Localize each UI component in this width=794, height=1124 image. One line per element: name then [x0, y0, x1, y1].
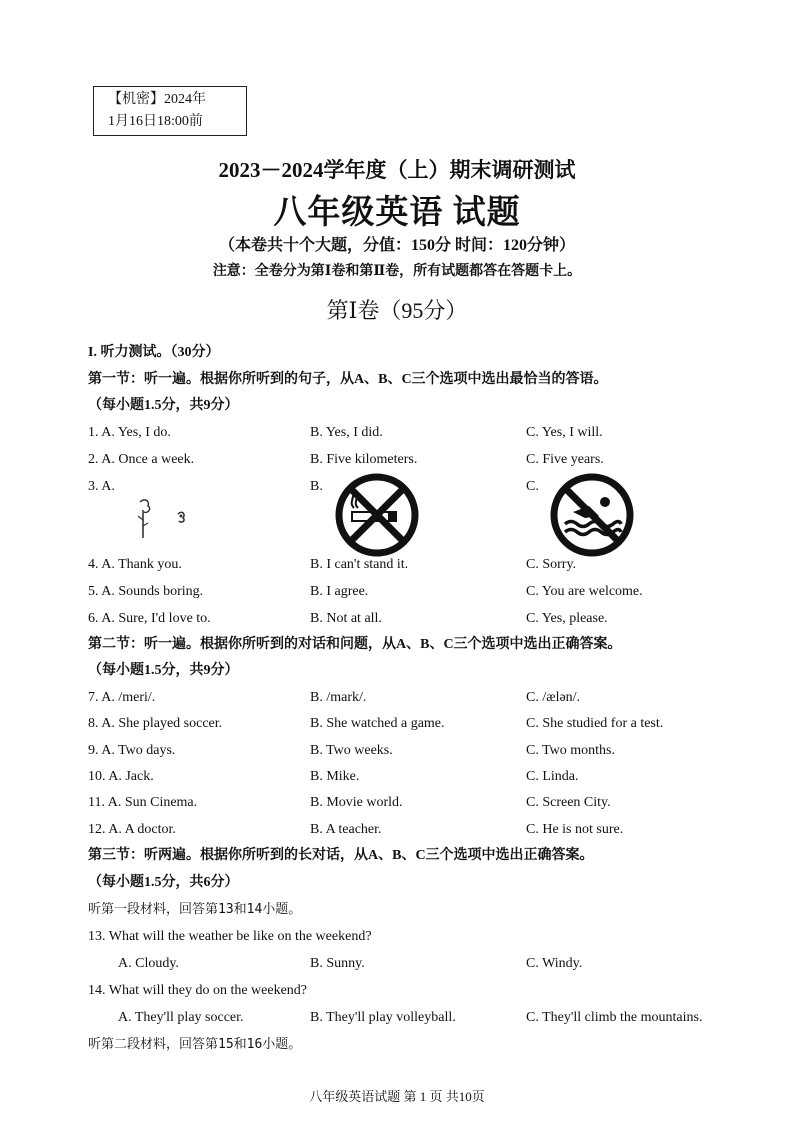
option-a: 12. A. A doctor. [88, 822, 176, 837]
material-2-instruction: 听第二段材料，回答第15和16小题。 [88, 1037, 302, 1052]
option-c: C. Yes, please. [526, 611, 608, 626]
option-c: C. /ælən/. [526, 690, 581, 705]
question-text: 14. What will they do on the weekend? [88, 983, 308, 998]
option-b: B. Five kilometers. [310, 452, 418, 467]
option-b: B. Mike. [310, 769, 360, 784]
option-c: C. Sorry. [526, 557, 577, 572]
option-b: B. Two weeks. [310, 743, 393, 758]
option-b: B. Movie world. [310, 795, 403, 810]
option-a: 8. A. She played soccer. [88, 716, 223, 731]
option-a: 1. A. Yes, I do. [88, 425, 171, 440]
option-a: 6. A. Sure, I'd love to. [88, 611, 211, 626]
option-b: B. I can't stand it. [310, 557, 409, 572]
option-c: C. Five years. [526, 452, 604, 467]
option-a: A. Cloudy. [118, 956, 179, 971]
option-a: 11. A. Sun Cinema. [88, 795, 198, 810]
option-a: 5. A. Sounds boring. [88, 584, 204, 599]
option-a: 2. A. Once a week. [88, 452, 195, 467]
no-swimming-icon [549, 472, 635, 558]
part1-heading: I. 听力测试。（30分） [88, 345, 220, 360]
confidential-box [93, 86, 247, 136]
option-b: B. [310, 479, 323, 494]
option-a: 7. A. /meri/. [88, 690, 156, 705]
option-b: B. /mark/. [310, 690, 367, 705]
confidential-line-1: 【机密】2024年 [108, 92, 206, 107]
section3-description: 第三节：听两遍。根据你所听到的长对话，从A、B、C三个选项中选出正确答案。 [88, 848, 594, 863]
exam-year-title: 2023－2024学年度（上）期末调研测试 [218, 158, 576, 182]
option-b: B. Not at all. [310, 611, 382, 626]
option-b: B. She watched a game. [310, 716, 445, 731]
option-c: C. Two months. [526, 743, 615, 758]
option-b: B. Sunny. [310, 956, 365, 971]
option-c: C. They'll climb the mountains. [526, 1010, 703, 1025]
option-c: C. Screen City. [526, 795, 611, 810]
material-1-instruction: 听第一段材料，回答第13和14小题。 [88, 902, 302, 917]
section3-score: （每小题1.5分，共6分） [88, 875, 239, 890]
option-c: C. Linda. [526, 769, 579, 784]
tree-and-bird-icon [128, 496, 198, 544]
option-c: C. Yes, I will. [526, 425, 603, 440]
no-smoking-icon [334, 472, 420, 558]
option-c: C. He is not sure. [526, 822, 624, 837]
option-a: A. They'll play soccer. [118, 1010, 244, 1025]
option-a: 3. A. [88, 479, 115, 494]
exam-main-title: 八年级英语 试题 [273, 195, 521, 231]
option-c: C. You are welcome. [526, 584, 643, 599]
option-b: B. They'll play volleyball. [310, 1010, 456, 1025]
option-a: 9. A. Two days. [88, 743, 176, 758]
option-a: 10. A. Jack. [88, 769, 154, 784]
option-c: C. Windy. [526, 956, 583, 971]
exam-notice: 注意：全卷分为第Ⅰ卷和第Ⅱ卷，所有试题都答在答题卡上。 [212, 264, 582, 279]
option-b: B. Yes, I did. [310, 425, 383, 440]
section1-description: 第一节：听一遍。根据你所听到的句子，从A、B、C三个选项中选出最恰当的答语。 [88, 372, 608, 387]
section2-description: 第二节：听一遍。根据你所听到的对话和问题，从A、B、C三个选项中选出正确答案。 [88, 637, 622, 652]
option-b: B. A teacher. [310, 822, 382, 837]
exam-info: （本卷共十个大题，分值：150分 时间：120分钟） [218, 237, 575, 254]
option-b: B. I agree. [310, 584, 369, 599]
option-a: 4. A. Thank you. [88, 557, 182, 572]
option-c: C. She studied for a test. [526, 716, 664, 731]
section1-score: （每小题1.5分，共9分） [88, 398, 239, 413]
volume-title: 第Ⅰ卷（95分） [326, 298, 468, 323]
section2-score: （每小题1.5分，共9分） [88, 663, 239, 678]
question-text: 13. What will the weather be like on the weekend? [88, 929, 372, 944]
option-c: C. [526, 479, 539, 494]
page-footer: 八年级英语试题 第 1 页 共10页 [309, 1089, 485, 1104]
confidential-line-2: 1月16日18:00前 [108, 114, 203, 129]
